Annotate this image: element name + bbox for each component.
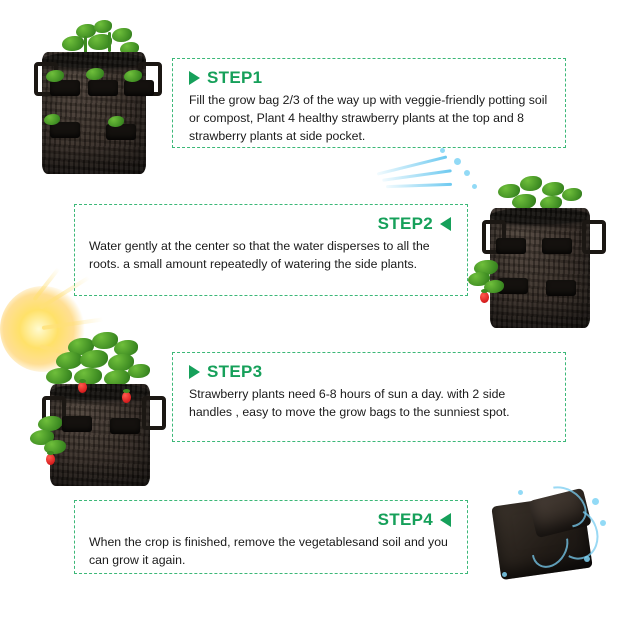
- strawberry-icon: [122, 392, 131, 403]
- step3-title-row: [189, 363, 551, 380]
- step1-title: STEP1: [207, 68, 263, 87]
- step1-box: [172, 58, 566, 148]
- step4-title-row: [89, 511, 451, 528]
- step4-title: STEP4: [377, 510, 433, 529]
- planter-step2-illustration: [468, 168, 618, 344]
- step3-box: [172, 352, 566, 442]
- step1-title-row: [189, 69, 551, 86]
- side-pocket: [110, 418, 140, 434]
- side-pocket: [88, 80, 118, 96]
- triangle-left-icon: [440, 513, 451, 527]
- strawberry-icon: [78, 382, 87, 393]
- stem: [108, 32, 111, 52]
- side-pocket: [496, 238, 526, 254]
- strawberry-icon: [46, 454, 55, 465]
- water-spray: [376, 140, 496, 210]
- bag-handle: [582, 220, 606, 254]
- water-stream: [386, 183, 452, 188]
- strawberry-icon: [480, 292, 489, 303]
- water-drop: [518, 490, 523, 495]
- side-pocket: [546, 280, 576, 296]
- leaf-icon: [542, 182, 564, 196]
- leaf-icon: [562, 188, 582, 201]
- leaf-icon: [56, 352, 82, 369]
- leaf-icon: [46, 368, 72, 384]
- water-drop: [502, 572, 507, 577]
- water-drop: [464, 170, 470, 176]
- step3-title: STEP3: [207, 362, 263, 381]
- leaf-icon: [112, 28, 132, 42]
- step4-body: When the crop is finished, remove the vegetablesand soil and you can grow it again.: [89, 535, 448, 567]
- side-pocket: [50, 80, 80, 96]
- leaf-icon: [74, 368, 102, 385]
- water-drop: [454, 158, 461, 165]
- leaf-icon: [80, 350, 108, 368]
- step4-box: [74, 500, 468, 574]
- planter-step1-illustration: [24, 18, 164, 178]
- triangle-left-icon: [440, 217, 451, 231]
- planter-step4-illustration: [488, 486, 618, 596]
- step2-box: [74, 204, 468, 296]
- leaf-icon: [62, 36, 84, 51]
- water-drop: [592, 498, 599, 505]
- leaf-icon: [520, 176, 542, 191]
- planter-step3-illustration: [22, 320, 182, 496]
- leaf-icon: [512, 194, 536, 209]
- step1-body: Fill the grow bag 2/3 of the way up with veggie-friendly potting soil or compost, Plant 4 healthy strawberry plants at the top and 8 strawberry plants at side pocket.: [189, 93, 548, 143]
- leaf-icon: [128, 364, 150, 378]
- step3-body: Strawberry plants need 6-8 hours of sun a day. with 2 side handles , easy to move the grow bags to the sunniest spot.: [189, 387, 510, 419]
- bag-handle: [142, 396, 166, 430]
- step2-title: STEP2: [377, 214, 433, 233]
- water-drop: [584, 556, 590, 562]
- step2-title-row: [89, 215, 451, 232]
- step2-body: Water gently at the center so that the water disperses to all the roots. a small amount repeatedly of watering the side plants.: [89, 239, 430, 271]
- triangle-right-icon: [189, 365, 200, 379]
- water-drop: [600, 520, 606, 526]
- triangle-right-icon: [189, 71, 200, 85]
- side-pocket: [542, 238, 572, 254]
- water-drop: [440, 148, 445, 153]
- side-pocket: [124, 80, 154, 96]
- side-pocket: [62, 416, 92, 432]
- water-drop: [472, 184, 477, 189]
